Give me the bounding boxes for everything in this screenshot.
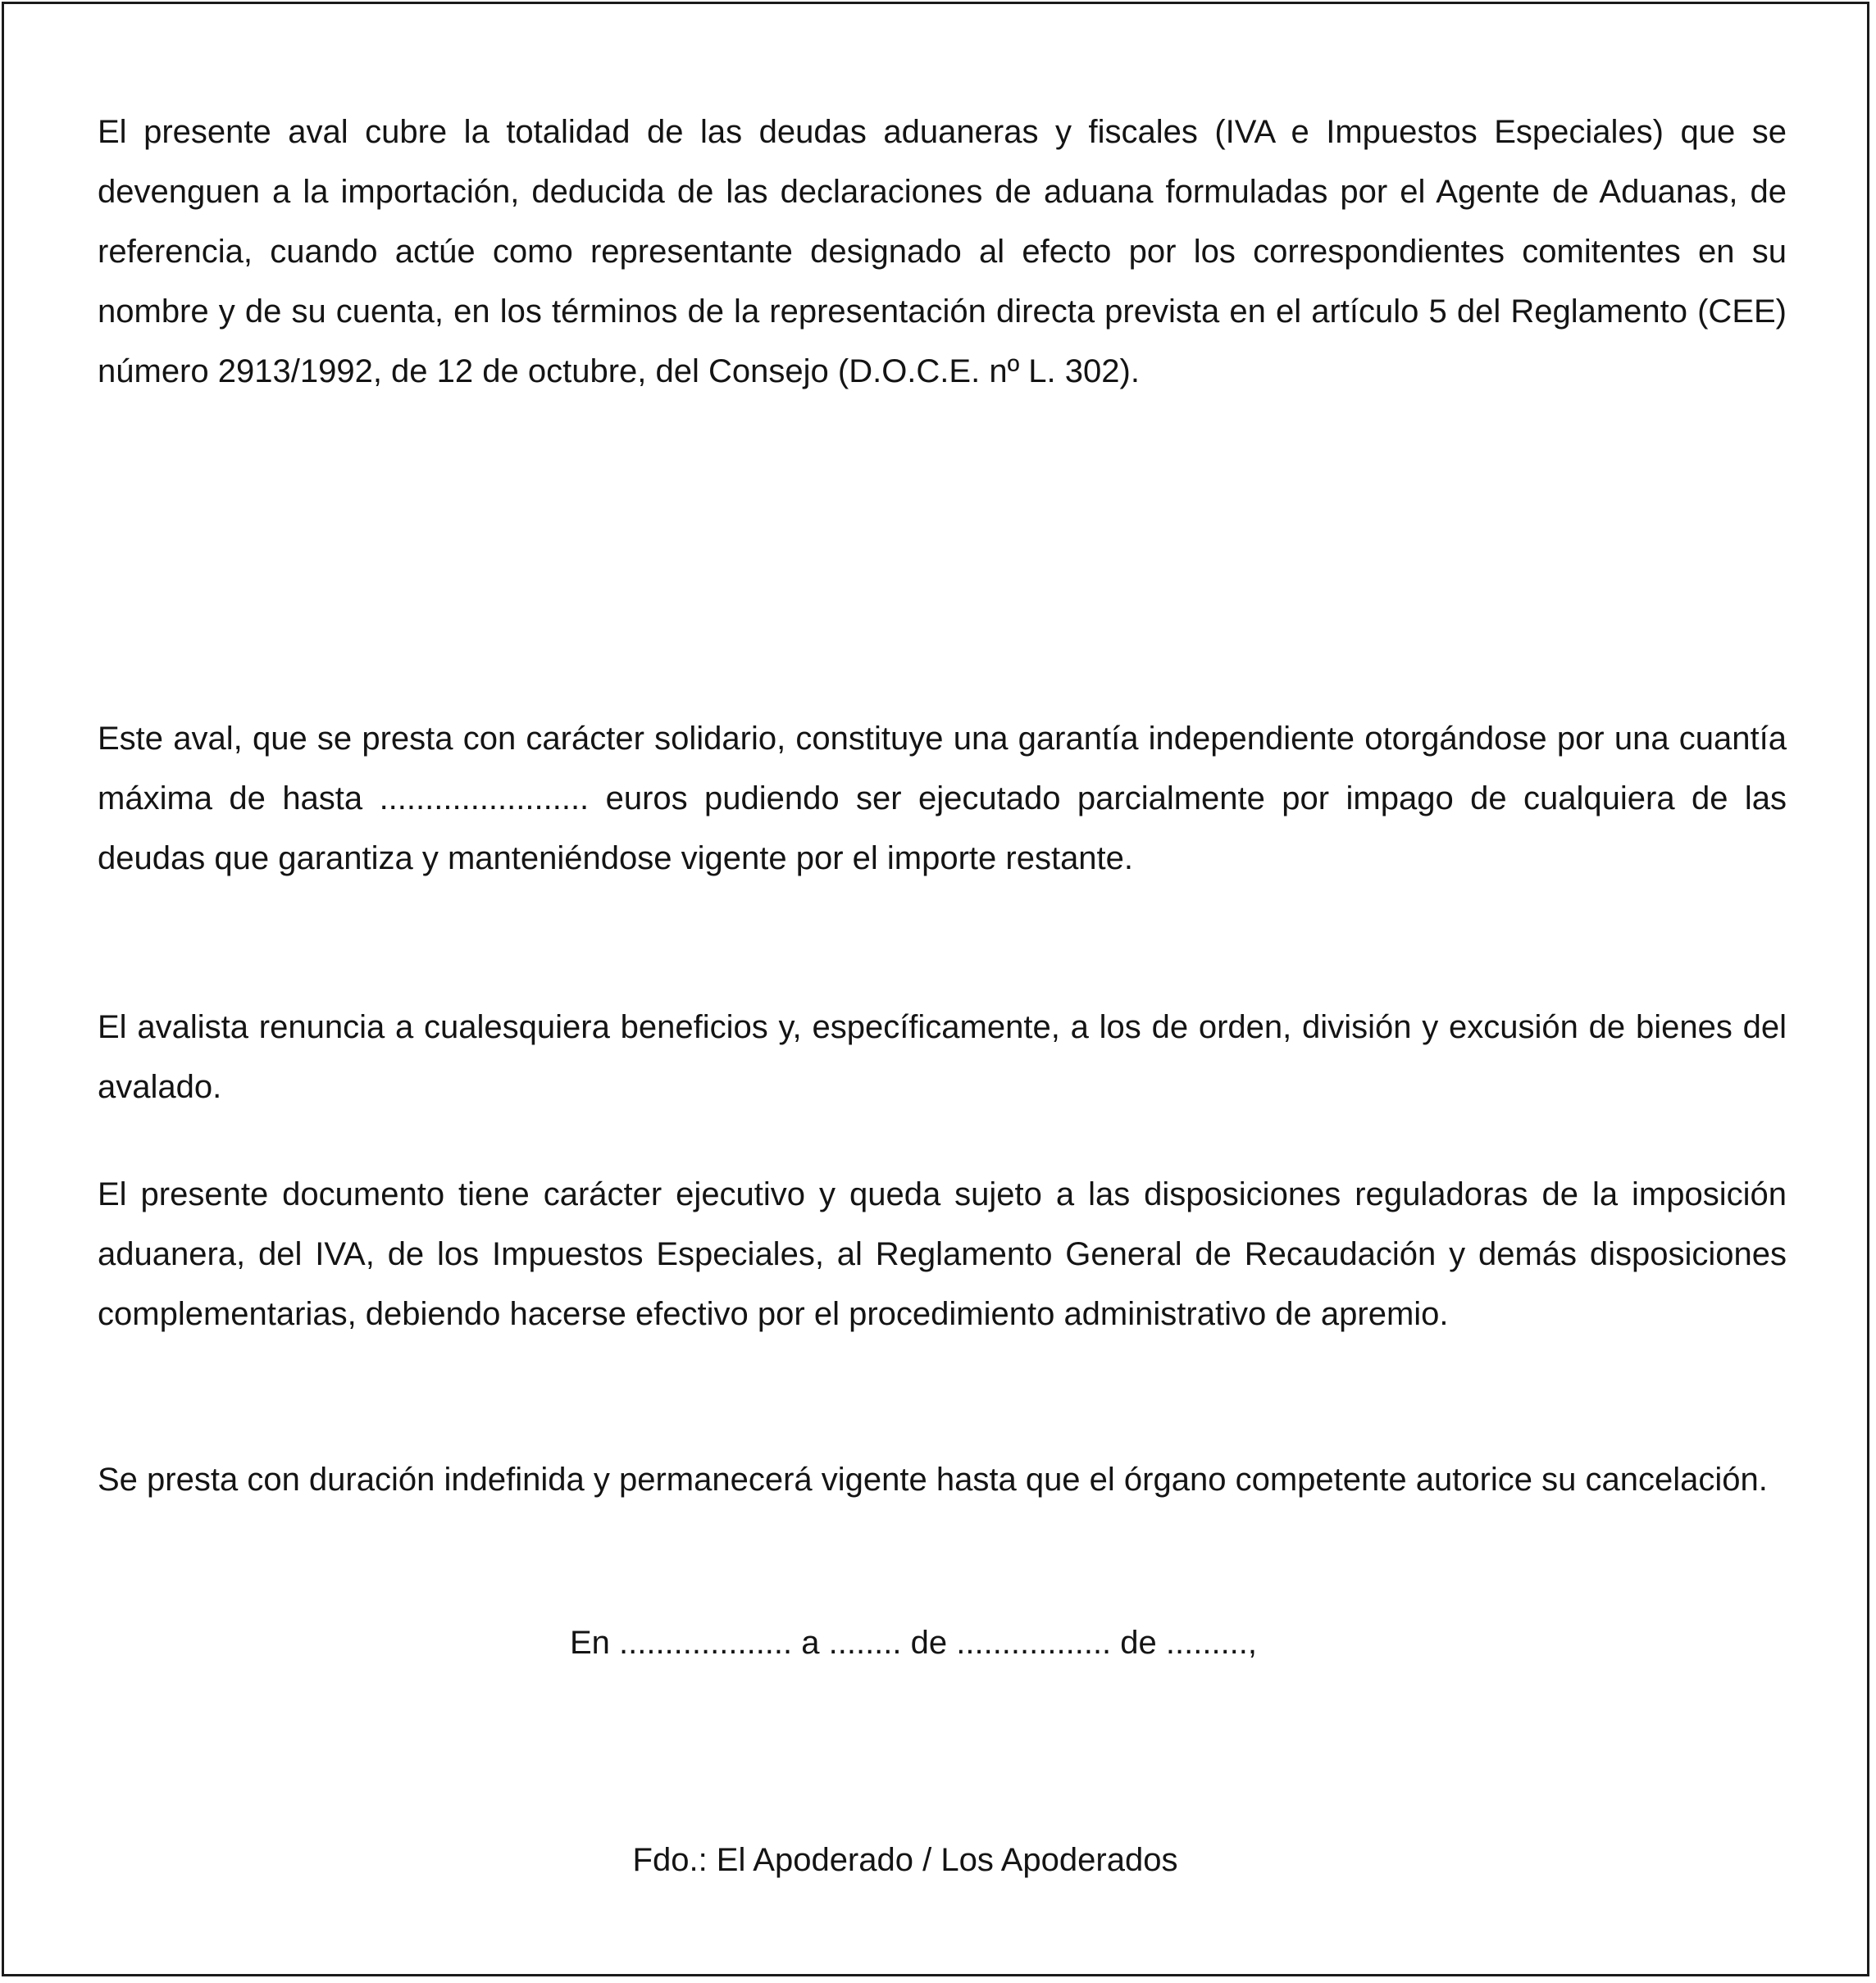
paragraph-waiver: El avalista renuncia a cualesquiera beneficios y, específicamente, a los de orden, división y excusión de bienes del avalado. bbox=[98, 1009, 1787, 1105]
paragraph-scope: El presente aval cubre la totalidad de las deudas aduaneras y fiscales (IVA e Impuestos Especiales) que se devenguen a la importación, deducida de las declaraciones de aduana formuladas por el Agente de Aduanas, de referencia, cuando actúe como representante designado al efecto por los correspondientes comitentes en su nombre y de su cuenta, en los términos de la representación directa prevista en el artículo 5 del Reglamento (CEE) número 2913/1992, de 12 de octubre, del Consejo (D.O.C.E. nº L. 302). bbox=[98, 114, 1787, 389]
document-frame bbox=[2, 2, 1869, 1976]
paragraph-duration: Se presta con duración indefinida y permanecerá vigente hasta que el órgano competente autorice su cancelación. bbox=[98, 1462, 1768, 1498]
date-line: En ................... a ........ de ................. de ........., bbox=[569, 1625, 1258, 1661]
paragraph-enforcement: El presente documento tiene carácter ejecutivo y queda sujeto a las disposiciones reguladoras de la imposición aduanera, del IVA, de los Impuestos Especiales, al Reglamento General de Recaudación y demás disposiciones complementarias, debiendo hacerse efectivo por el procedimiento administrativo de apremio. bbox=[98, 1176, 1787, 1332]
paragraph-amount: Este aval, que se presta con carácter solidario, constituye una garantía independiente otorgándose por una cuantía máxima de hasta ....................... euros pudiendo ser ejecutado parcialmente por impago de cualquiera de las deudas que garantiza y manteniéndose vigente por el importe restante. bbox=[98, 721, 1787, 876]
signature-line: Fdo.: El Apoderado / Los Apoderados bbox=[632, 1842, 1178, 1878]
